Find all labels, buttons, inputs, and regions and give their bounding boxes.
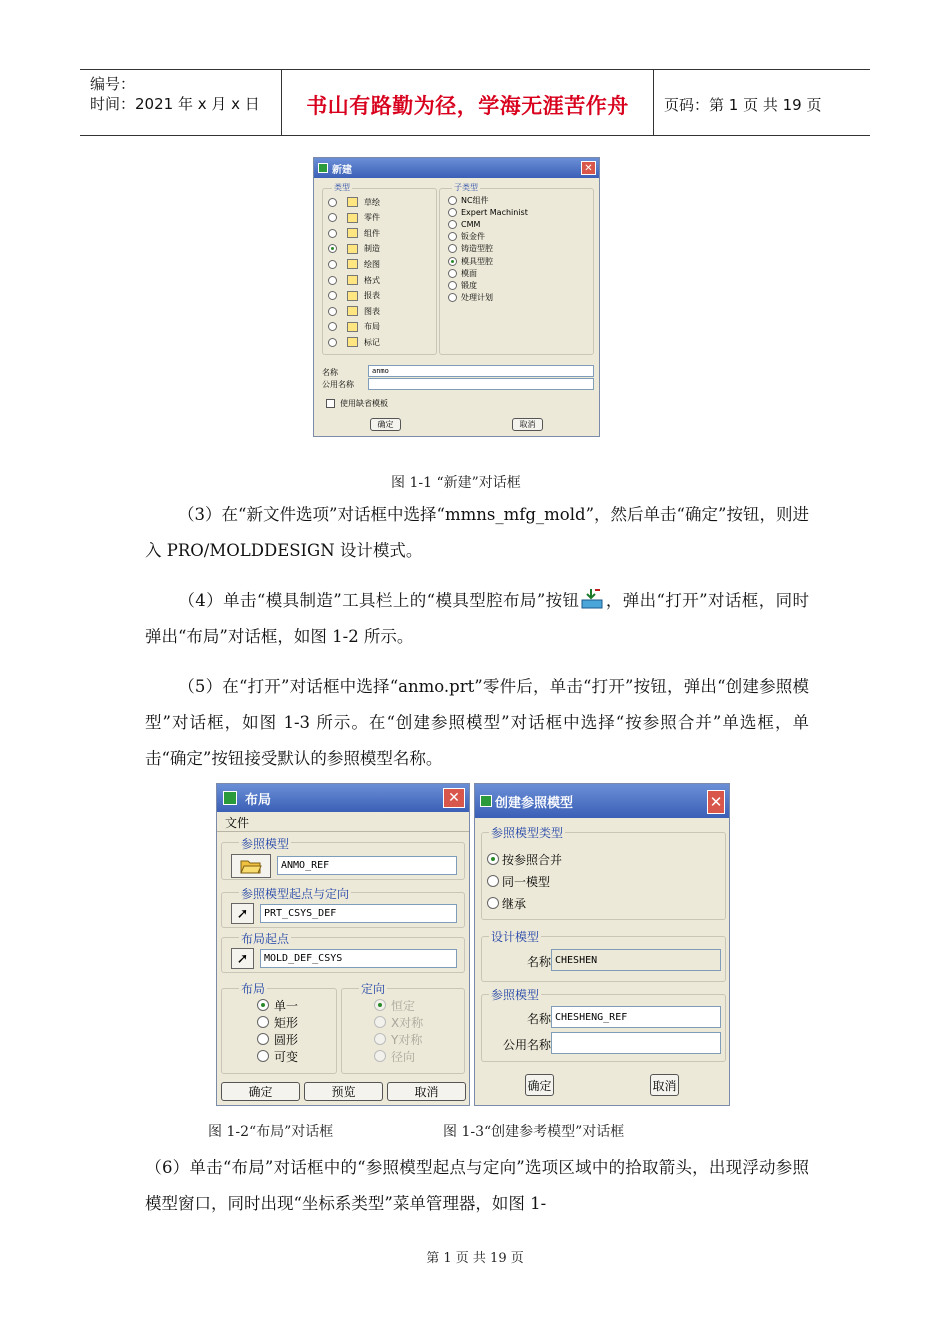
radio-icon: [328, 260, 337, 269]
type-option-label: 格式: [364, 275, 380, 285]
name-label: 名称: [322, 367, 338, 377]
subtype-option-label: NC组件: [461, 195, 489, 205]
ok-button[interactable]: 确定: [525, 1074, 554, 1096]
ref-type-option[interactable]: [487, 850, 562, 868]
origin-label: 参照模型起点与定向: [241, 887, 350, 901]
type-option[interactable]: [328, 335, 380, 349]
checkbox-icon: [326, 399, 335, 408]
layout-option[interactable]: [257, 1014, 298, 1030]
layout-option[interactable]: [257, 997, 298, 1013]
app-icon: [318, 163, 328, 173]
layout-dialog: [216, 783, 470, 1106]
page-header: [80, 69, 870, 136]
figure-caption-3: 图 1-3“创建参考模型”对话框: [443, 1124, 625, 1140]
report-icon: [347, 291, 358, 301]
format-icon: [347, 275, 358, 285]
app-icon: [223, 791, 237, 805]
pick-arrow-icon[interactable]: ➚: [231, 948, 254, 969]
design-name-label: 名称: [527, 955, 552, 969]
subtype-option-label: 处理计划: [461, 293, 493, 303]
orient-option-label: 径向: [391, 1049, 416, 1064]
paragraph-5: （5）在“打开”对话框中选择“anmo.prt”零件后，单击“打开”按钮，弹出“创建参照模型”对话框，如图 1-3 所示。在“创建参照模型”对话框中选择“按参照合并”单选框，单击“确定”按钮接受默认的参照模型名称。: [145, 677, 809, 768]
radio-icon: [448, 257, 457, 266]
menu-divider: [217, 831, 469, 832]
radio-icon: [487, 853, 499, 865]
subtype-option-label: 模具型腔: [461, 256, 493, 266]
ref-type-option[interactable]: [487, 894, 526, 912]
ref-common-name-input[interactable]: [551, 1032, 721, 1054]
design-model-label: 设计模型: [491, 930, 540, 944]
layout-options-label: 布局: [241, 982, 266, 996]
layout-option[interactable]: [257, 1031, 298, 1047]
radio-icon: [374, 1033, 386, 1045]
type-option-label: 报表: [364, 291, 380, 301]
radio-icon: [448, 293, 457, 302]
orient-option-label: Y对称: [391, 1032, 423, 1047]
subtype-group-label: 子类型: [454, 183, 478, 192]
type-option[interactable]: [328, 257, 380, 271]
radio-icon: [374, 1016, 386, 1028]
radio-icon: [257, 1033, 269, 1045]
header-time-label: 时间：2021 年 x 月 x 日: [90, 95, 260, 113]
ref-type-label: 参照模型类型: [491, 826, 564, 840]
figure-caption-1: 图 1-1 “新建”对话框: [391, 475, 521, 491]
radio-icon: [257, 1016, 269, 1028]
radio-icon: [448, 244, 457, 253]
type-option[interactable]: [328, 289, 380, 303]
ref-model-label: 参照模型: [241, 837, 290, 851]
ref-type-option[interactable]: [487, 872, 550, 890]
app-icon: [480, 795, 492, 807]
subtype-option-label: 模面: [461, 268, 477, 278]
type-option-label: 标记: [364, 337, 380, 347]
radio-icon: [257, 1050, 269, 1062]
cancel-button[interactable]: 取消: [387, 1082, 466, 1101]
subtype-option-label: Expert Machinist: [461, 207, 528, 217]
header-number-label: 编号：: [90, 75, 136, 93]
type-option-label: 草绘: [364, 197, 380, 207]
new-dialog: [313, 157, 600, 437]
preview-button[interactable]: 预览: [304, 1082, 383, 1101]
header-motto: 书山有路勤为径，学海无涯苦作舟: [282, 70, 654, 135]
radio-icon: [448, 208, 457, 217]
orient-option: [374, 997, 415, 1013]
paragraph-3: （3）在“新文件选项”对话框中选择“mmns_mfg_mold”，然后单击“确定”按钮，则进入 PRO/MOLDDESIGN 设计模式。: [145, 505, 809, 560]
radio-icon: [448, 196, 457, 205]
radio-icon: [328, 307, 337, 316]
manufacturing-icon: [347, 244, 358, 254]
type-option-label: 组件: [364, 228, 380, 238]
layout-option-label: 矩形: [274, 1015, 299, 1030]
type-option[interactable]: [328, 211, 380, 225]
ref-common-name-label: 公用名称: [503, 1038, 552, 1052]
radio-icon: [374, 999, 386, 1011]
paragraph-6: （6）单击“布局”对话框中的“参照模型起点与定向”选项区域中的拾取箭头，出现浮动参照模型窗口，同时出现“坐标系类型”菜单管理器，如图 1-: [145, 1158, 809, 1213]
type-option-label: 布局: [364, 322, 380, 332]
design-name-input: CHESHEN: [551, 949, 721, 971]
type-option[interactable]: [328, 304, 380, 318]
radio-icon: [374, 1050, 386, 1062]
header-page-info: 页码：第 1 页 共 19 页: [664, 96, 822, 114]
subtype-option-label: 铸造型腔: [461, 244, 493, 254]
origin-input[interactable]: PRT_CSYS_DEF: [260, 904, 457, 923]
create-ref-model-dialog: [474, 783, 730, 1106]
type-option[interactable]: [328, 195, 380, 209]
layout-option-label: 可变: [274, 1049, 299, 1064]
ref-type-option-label: 按参照合并: [502, 852, 563, 867]
radio-icon: [328, 198, 337, 207]
radio-icon: [448, 269, 457, 278]
radio-icon: [257, 999, 269, 1011]
drawing-icon: [347, 259, 358, 269]
orient-option-label: 恒定: [391, 998, 416, 1013]
layout-option-label: 圆形: [274, 1032, 299, 1047]
paragraph-4: （4）单击“模具制造”工具栏上的“模具型腔布局”按钮 ，弹出“打开”对话框，同时弹出“布局”对话框，如图 1-2 所示。: [145, 583, 809, 655]
close-icon[interactable]: ✕: [581, 161, 596, 175]
header-meta-cell: [80, 70, 282, 135]
subtype-option-label: CMM: [461, 219, 481, 229]
radio-icon: [328, 338, 337, 347]
orient-option-label: X对称: [391, 1015, 424, 1030]
orient-label: 定向: [361, 982, 386, 996]
name-input[interactable]: anmo: [368, 365, 594, 377]
ref-model-label: 参照模型: [491, 988, 540, 1002]
page-footer: 第 1 页 共 19 页: [426, 1251, 524, 1266]
layout-origin-input[interactable]: MOLD_DEF_CSYS: [260, 949, 457, 968]
subtype-option-label: 锻度: [461, 280, 477, 290]
markup-icon: [347, 337, 358, 347]
layout-icon: [347, 322, 358, 332]
radio-icon: [487, 897, 499, 909]
type-option[interactable]: [328, 273, 380, 287]
assembly-icon: [347, 228, 358, 238]
subtype-option[interactable]: [448, 291, 493, 305]
radio-icon: [328, 244, 337, 253]
common-name-input[interactable]: [368, 378, 594, 390]
default-template-checkbox[interactable]: 使用缺省模板: [326, 396, 388, 410]
ref-name-label: 名称: [527, 1012, 552, 1026]
type-option-label: 制造: [364, 244, 380, 254]
orient-option: [374, 1014, 423, 1030]
type-option[interactable]: [328, 320, 380, 334]
close-icon[interactable]: ✕: [707, 790, 725, 814]
orient-option: [374, 1048, 415, 1064]
figure-caption-2: 图 1-2“布局”对话框: [208, 1124, 334, 1140]
mold-cavity-layout-icon: [579, 586, 605, 612]
ok-button[interactable]: 确定: [221, 1082, 300, 1101]
radio-icon: [328, 322, 337, 331]
ref-type-option-label: 同一模型: [502, 874, 551, 889]
radio-icon: [328, 291, 337, 300]
create-ref-title: 创建参照模型: [495, 795, 574, 811]
new-dialog-title: 新建: [332, 164, 352, 176]
ref-name-input[interactable]: CHESHENG_REF: [551, 1006, 721, 1028]
type-option-label: 图表: [364, 306, 380, 316]
subtype-option-label: 钣金件: [461, 232, 485, 242]
type-option-label: 绘图: [364, 259, 380, 269]
new-dialog-titlebar: [314, 158, 599, 178]
pick-arrow-icon[interactable]: ➚: [231, 903, 254, 924]
layout-origin-label: 布局起点: [241, 932, 290, 946]
sketch-icon: [347, 197, 358, 207]
cancel-button[interactable]: 取消: [512, 418, 543, 431]
menu-file[interactable]: 文件: [225, 816, 250, 830]
radio-icon: [448, 232, 457, 241]
ref-model-input[interactable]: ANMO_REF: [277, 856, 457, 875]
type-option[interactable]: [328, 242, 380, 256]
close-icon[interactable]: ✕: [443, 788, 465, 808]
radio-icon: [448, 281, 457, 290]
cancel-button[interactable]: 取消: [650, 1074, 679, 1096]
ok-button[interactable]: 确定: [370, 418, 401, 431]
radio-icon: [448, 220, 457, 229]
type-option[interactable]: [328, 226, 380, 240]
radio-icon: [487, 875, 499, 887]
ref-type-option-label: 继承: [502, 896, 527, 911]
open-folder-icon[interactable]: [231, 854, 271, 878]
radio-icon: [328, 276, 337, 285]
radio-icon: [328, 229, 337, 238]
layout-dialog-title: 布局: [245, 792, 272, 808]
common-name-label: 公用名称: [322, 379, 354, 389]
diagram-icon: [347, 306, 358, 316]
radio-icon: [328, 213, 337, 222]
type-group-label: 类型: [334, 183, 350, 192]
orient-option: [374, 1031, 422, 1047]
layout-option-label: 单一: [274, 998, 299, 1013]
layout-option[interactable]: [257, 1048, 298, 1064]
type-option-label: 零件: [364, 213, 380, 223]
create-ref-titlebar: [475, 784, 729, 818]
layout-dialog-titlebar: [217, 784, 469, 812]
part-icon: [347, 213, 358, 223]
